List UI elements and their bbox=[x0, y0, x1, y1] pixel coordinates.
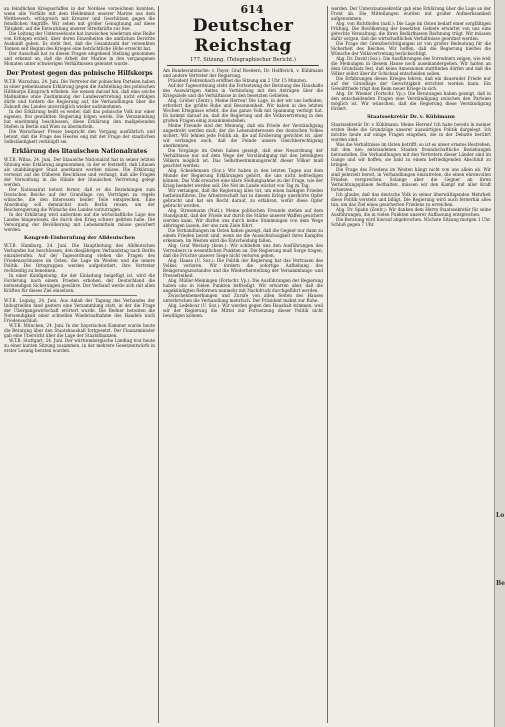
article-paragraph: Abg. Haase (U. Soz.): Die Politik der Regierung hat das Vertrauen des Volkes verloren. Wir fordern die sofortige Aufhebung des Belagerungszustandes und die Wiederherstellung der Versammlungs- und Pressefreiheit. bbox=[163, 258, 323, 278]
article-paragraph: W.T.B. Warschau, 24. Juni. Die Vertreter der polnischen Parteien haben in einer gemeinsamen Erklärung gegen die Aufstellung des polnischen Hilfskorps Einspruch erhoben. Sie weisen darauf hin, daß eine solche Maßnahme ohne Zustimmung der Landesvertretung nicht erfolgen dürfe und fordern die Regierung auf, die Verhandlungen über die Zukunft des Landes unverzüglich wieder aufzunehmen. bbox=[4, 79, 155, 109]
article-paragraph: Abg. Müller-Meiningen (Fortschr. Vp.): Die Ausführungen der Regierung haben uns in vielen Punkten befriedigt. Wir erwarten aber, daß die angekündigten Reformen nunmehr mit Nachdruck durchgeführt werden. bbox=[163, 278, 323, 293]
masthead-subtitle: 177. Sitzung. (Telegraphischer Bericht.) bbox=[190, 57, 296, 63]
column-rule-left bbox=[158, 6, 159, 723]
article-paragraph: Abg. Graf Westarp (kons.): Wir schließen uns den Ausführungen des Vorredners in wesentlichen Punkten an. Die Regierung muß Sorge tragen, daß die Früchte unserer Siege nicht verloren gehen. bbox=[163, 243, 323, 258]
edge-label: Be bbox=[496, 580, 505, 587]
article-paragraph: In der Erklärung heißt es weiter, daß das polnische Volk nur einer eigenen, frei gewählten Regierung folgen werde. Die Versammlung hat einstimmig beschlossen, diese Erklärung den maßgebenden Stellen in Berlin und Wien zu übermitteln. bbox=[4, 109, 155, 129]
article-paragraph: Wir verlangen, daß die Regierung alles tut, um einen baldigen Frieden herbeizuführen. Die Arbeiterschaft hat in diesem Kriege unerhörte Opfer gebracht und hat ein Recht darauf, zu erfahren, wofür diese Opfer gebracht werden. bbox=[163, 188, 323, 208]
article-paragraph: W.T.B. Stuttgart, 24. Juni. Der württembergische Landtag trat heute zu einer kurzen Sitzung zusammen, in der mehrere Gesetzentwürfe in erster Lesung beraten wurden. bbox=[4, 338, 155, 353]
column-left bbox=[4, 6, 155, 723]
article-paragraph: Abg. Dr. Spahn (Zentr.): Wir danken dem Herrn Staatssekretär für seine Ausführungen, die in vielen Punkten unserer Auffassung entsprechen. bbox=[331, 207, 491, 217]
heading-nationalrat: Erklärung des litauischen Nationalrates bbox=[11, 148, 148, 155]
article-paragraph: Die Frage des Friedens im Westen hängt nicht von uns allein ab. Wir sind jederzeit bereit, in Verhandlungen einzutreten, die einen ehrenvollen Frieden versprechen. Solange aber die Gegner an ihren Vernichtungsplänen festhalten, müssen wir den Kampf mit aller Kraft fortsetzen. bbox=[331, 167, 491, 192]
masthead-title: Deutscher Reichstag bbox=[192, 16, 294, 56]
heading-hilfskorps: Der Protest gegen das polnische Hilfskorps bbox=[6, 70, 153, 77]
article-paragraph: werden. Der Unterstaatssekretär gab eine Erklärung über die Lage an der Front ab. Die Mitteilungen wurden mit großer Aufmerksamkeit aufgenommen. bbox=[331, 6, 491, 21]
article-paragraph: Die Frage der Grenzberichtigungen ist von großer Bedeutung für die Sicherheit des Reiches. Wir hoffen, daß die Regierung hierbei die Wünsche der Volksvertretung berücksichtigt. bbox=[331, 41, 491, 56]
article-paragraph: Am Bundesratstische: v. Payer, Graf Roedern, Dr. Helfferich, v. Kühlmann und andere Vertreter der Regierung. bbox=[163, 68, 323, 78]
article-paragraph: Meine Freunde sind der Meinung, daß ein Friede der Verständigung angestrebt werden muß, der die Lebensinteressen des deutschen Volkes sichert. Wir lehnen jede Politik ab, die auf Eroberung gerichtet ist, aber wir verlangen auch, daß die Feinde unsere Gleichberechtigung anerkennen. bbox=[163, 123, 323, 148]
article-paragraph: Die Verhandlungen im Osten haben gezeigt, daß die Gegner nur dann zu einem Frieden bereit sind, wenn sie die Aussichtslosigkeit ihres Kampfes erkennen. Im Westen wird die Entscheidung fallen. bbox=[163, 228, 323, 243]
article-paragraph: Abg. von Richthofen (natl.): Die Lage im Osten bedarf einer sorgfältigen Prüfung. Die Bevölkerung der besetzten Gebiete erwartet von uns eine gerechte Verwaltung, die ihren Bedürfnissen Rechnung trägt. Wir müssen dafür sorgen, daß die wirtschaftlichen Verhältnisse geordnet werden. bbox=[331, 21, 491, 41]
article-paragraph: W.T.B. Leipzig, 24. Juni. Aus Anlaß der Tagung des Verbandes der Industriellen fand gestern eine Versammlung statt, in der die Frage der Übergangswirtschaft erörtert wurde. Die Redner betonten die Notwendigkeit einer schnellen Wiederaufnahme des Handels nach Friedensschluß. bbox=[4, 298, 155, 323]
masthead bbox=[163, 16, 323, 66]
article-paragraph: Die Erfahrungen dieses Krieges lehren, daß ein dauernder Friede nur auf der Grundlage der Gerechtigkeit errichtet werden kann. Ein Gewaltfriede trägt den Keim neuer Kriege in sich. bbox=[331, 76, 491, 91]
adjacent-page-edge bbox=[494, 0, 505, 727]
heading-kongress: Kongreß-Einberufung der Alldeutschen bbox=[23, 235, 135, 241]
article-paragraph: an feindlichen Kriegsschiffen in der Nordsee verzeichnen konnten, wenn alle Vorfälle mit dem Heldenmut unserer Marine aus dem Wettbewerb, erfolgreich mit Kreuzer und Geschützen gegen die feindlichen Angriffe. Wir sehen mit großer Genugtuung auf diese Tätigkeit, auf die Entwicklung unserer Streitkräfte zur See. bbox=[4, 6, 155, 31]
column-center bbox=[163, 6, 323, 723]
edge-label: Lo bbox=[496, 512, 505, 519]
article-paragraph: Zwischenbemerkungen und Zurufe von allen Seiten des Hauses unterbrechen die Verhandlung mehrfach. Der Präsident mahnt zur Ruhe. bbox=[163, 293, 323, 303]
article-paragraph: Die Warschauer Presse bespricht den Vorgang ausführlich und betont, daß die Frage des Heeres eng mit der Frage der staatlichen Selbständigkeit verknüpft sei. bbox=[4, 129, 155, 144]
article-paragraph: Die Vorgänge im Osten haben gezeigt, daß eine Neuordnung der Verhältnisse nur auf dem Wege der Verständigung mit den beteiligten Völkern möglich ist. Das Selbstbestimmungsrecht dieser Völker muß geachtet werden. bbox=[163, 148, 323, 168]
article-paragraph: Was die Verhältnisse im Osten betrifft, so ist es unser ernstes Bestreben, mit den neu entstandenen Staaten freundschaftliche Beziehungen herzustellen. Die Verhandlungen mit den Vertretern dieser Länder sind im Gange und wir hoffen, sie bald zu einem befriedigenden Abschluß zu bringen. bbox=[331, 142, 491, 167]
article-paragraph: W.T.B. München, 24. Juni. In der bayerischen Kammer wurde heute die Beratung über den Staatshaushalt fortgesetzt. Der Finanzminister gab eine Übersicht über die Lage der Staatsfinanzen. bbox=[4, 323, 155, 338]
article-paragraph: Auf der Tagesordnung steht die Fortsetzung der Beratung des Haushalts des Auswärtigen Amtes in Verbindung mit den Anträgen über die Kriegsziele und die Verhältnisse in den besetzten Gebieten. bbox=[163, 83, 323, 98]
heading-staatssekretaer: Staatssekretär Dr. v. Kühlmann bbox=[367, 114, 455, 120]
article-paragraph: Abg. Stresemann (Natl.): Meine politischen Freunde stehen auf dem Standpunkt, daß der Friede nur durch die Stärke unserer Waffen gesichert werden kann. Wir dürfen uns durch keine Stimmungen von dem Wege abbringen lassen, der uns zum Ziele führt. bbox=[163, 208, 323, 228]
column-right bbox=[331, 6, 491, 723]
article-paragraph: Der Nationalrat betont ferner, daß er die Beziehungen zum Deutschen Reiche auf der Grundlage von Verträgen zu regeln wünsche, die den Interessen beider Teile entsprechen. Eine Abordnung soll demnächst nach Berlin reisen, um der Reichsregierung die Wünsche des Landes vorzutragen. bbox=[4, 187, 155, 212]
article-paragraph: Abg. Gröber (Zentr.): Meine Herren! Die Lage, in der wir uns befinden, erfordert die größte Ruhe und Besonnenheit. Wir haben in den letzten Wochen Ereignisse erlebt, die das ganze Volk mit Spannung verfolgt hat. Es kommt darauf an, daß die Regierung und die Volksvertretung in den großen Fragen einig zusammenstehen. bbox=[163, 98, 323, 123]
separator bbox=[22, 295, 137, 296]
article-paragraph: W.T.B. Hamburg, 24. Juni. Die Hauptleitung des Alldeutschen Verbandes hat beschlossen, den diesjährigen Verbandstag nach Berlin einzuberufen. Auf der Tagesordnung stehen die Fragen des Friedensschlusses im Osten, die Lage im Westen und die innere Politik. Die Ortsgruppen werden aufgefordert, ihre Vertreter rechtzeitig zu benennen. bbox=[4, 243, 155, 273]
article-paragraph: Die Leitung der Unterseeboote hat inzwischen wiederum eine Reihe von Erfolgen erzielt, über deren Einzelheiten die amtlichen Berichte Auskunft geben. Es steht fest, daß die Gesamtzahl der versenkten Tonnen seit Beginn des Krieges eine beträchtliche Höhe erreicht hat. bbox=[4, 31, 155, 51]
article-paragraph: Ich glaube, daß das deutsche Volk in seiner überwältigenden Mehrheit diese Politik versteht und billigt. Die Regierung wird auch fernerhin alles tun, um das Ziel eines gesicherten Friedens zu erreichen. bbox=[331, 192, 491, 207]
article-paragraph: Der Ausschuß hat zu diesen Fragen eingehend Stellung genommen und erkennt an, daß die Arbeit der Marine in den vergangenen Monaten unter schwierigen Verhältnissen geleistet wurde. bbox=[4, 51, 155, 66]
article-paragraph: Staatssekretär Dr. v. Kühlmann: Meine Herren! Ich habe bereits in meiner ersten Rede die Grundzüge unserer auswärtigen Politik dargelegt. Ich möchte heute auf einige Fragen eingehen, die in der Debatte berührt worden sind. bbox=[331, 122, 491, 142]
masthead-rule bbox=[167, 65, 319, 66]
article-paragraph: Abg. Dr. David (Soz.): Die Ausführungen des Vorredners zeigen, wie weit die Meinungen in diesem Hause noch auseinandergehen. Wir halten an dem Grundsatz fest, daß keine Annexionen stattfinden dürfen und daß die Völker selbst über ihr Schicksal entscheiden sollen. bbox=[331, 56, 491, 76]
article-paragraph: Abg. Dr. Wiemer (Fortschr. Vp.): Die Beratungen haben gezeigt, daß in den entscheidenden Fragen eine Verständigung zwischen den Parteien möglich ist. Wir wünschen, daß die Regierung diese Verständigung fördert. bbox=[331, 91, 491, 111]
article-paragraph: In der Erklärung wird außerdem auf die wirtschaftliche Lage des Landes hingewiesen, die durch den Krieg schwer gelitten habe. Die Versorgung der Bevölkerung mit Lebensmitteln müsse gesichert werden. bbox=[4, 212, 155, 232]
article-paragraph: In einer Kundgebung, die der Einladung beigefügt ist, wird die Forderung nach einem Frieden erhoben, der Deutschland die notwendigen Sicherungen gewähre. Der Verband werde sich mit allen Kräften für dieses Ziel einsetzen. bbox=[4, 273, 155, 293]
column-rule-right bbox=[327, 6, 328, 723]
page-number: 614 bbox=[240, 3, 264, 16]
article-paragraph: Abg. Scheidemann (Soz.): Wir haben in den letzten Tagen aus dem Munde der Regierung Erklärungen gehört, die uns nicht befriedigen können. Das Volk erwartet eine klare Stellungnahme zu der Frage, wie der Krieg beendet werden soll. Die Not im Lande wächst von Tag zu Tag. bbox=[163, 168, 323, 188]
article-paragraph: Die Beratung wird hierauf abgebrochen. Nächste Sitzung morgen 1 Uhr. Schluß gegen 7 Uhr. bbox=[331, 217, 491, 227]
article-paragraph: Abg. Ledebour (U. Soz.): Wir werden gegen den Haushalt stimmen, weil wir der Regierung die Mittel zur Fortsetzung dieser Politik nicht bewilligen können. bbox=[163, 303, 323, 318]
article-paragraph: W.T.B. Wilna, 24. Juni. Der litauische Nationalrat hat in seiner letzten Sitzung eine Erklärung angenommen, in der er feststellt, daß Litauen als unabhängiger Staat anerkannt werden müsse. Die Erklärung verweist auf die früheren Beschlüsse und verlangt, daß alle Fragen der Verwaltung in die Hände der litauischen Vertretung gelegt werden. bbox=[4, 157, 155, 187]
article-paragraph: Präsident Fehrenbach eröffnet die Sitzung um 2 Uhr 15 Minuten. bbox=[168, 78, 308, 83]
